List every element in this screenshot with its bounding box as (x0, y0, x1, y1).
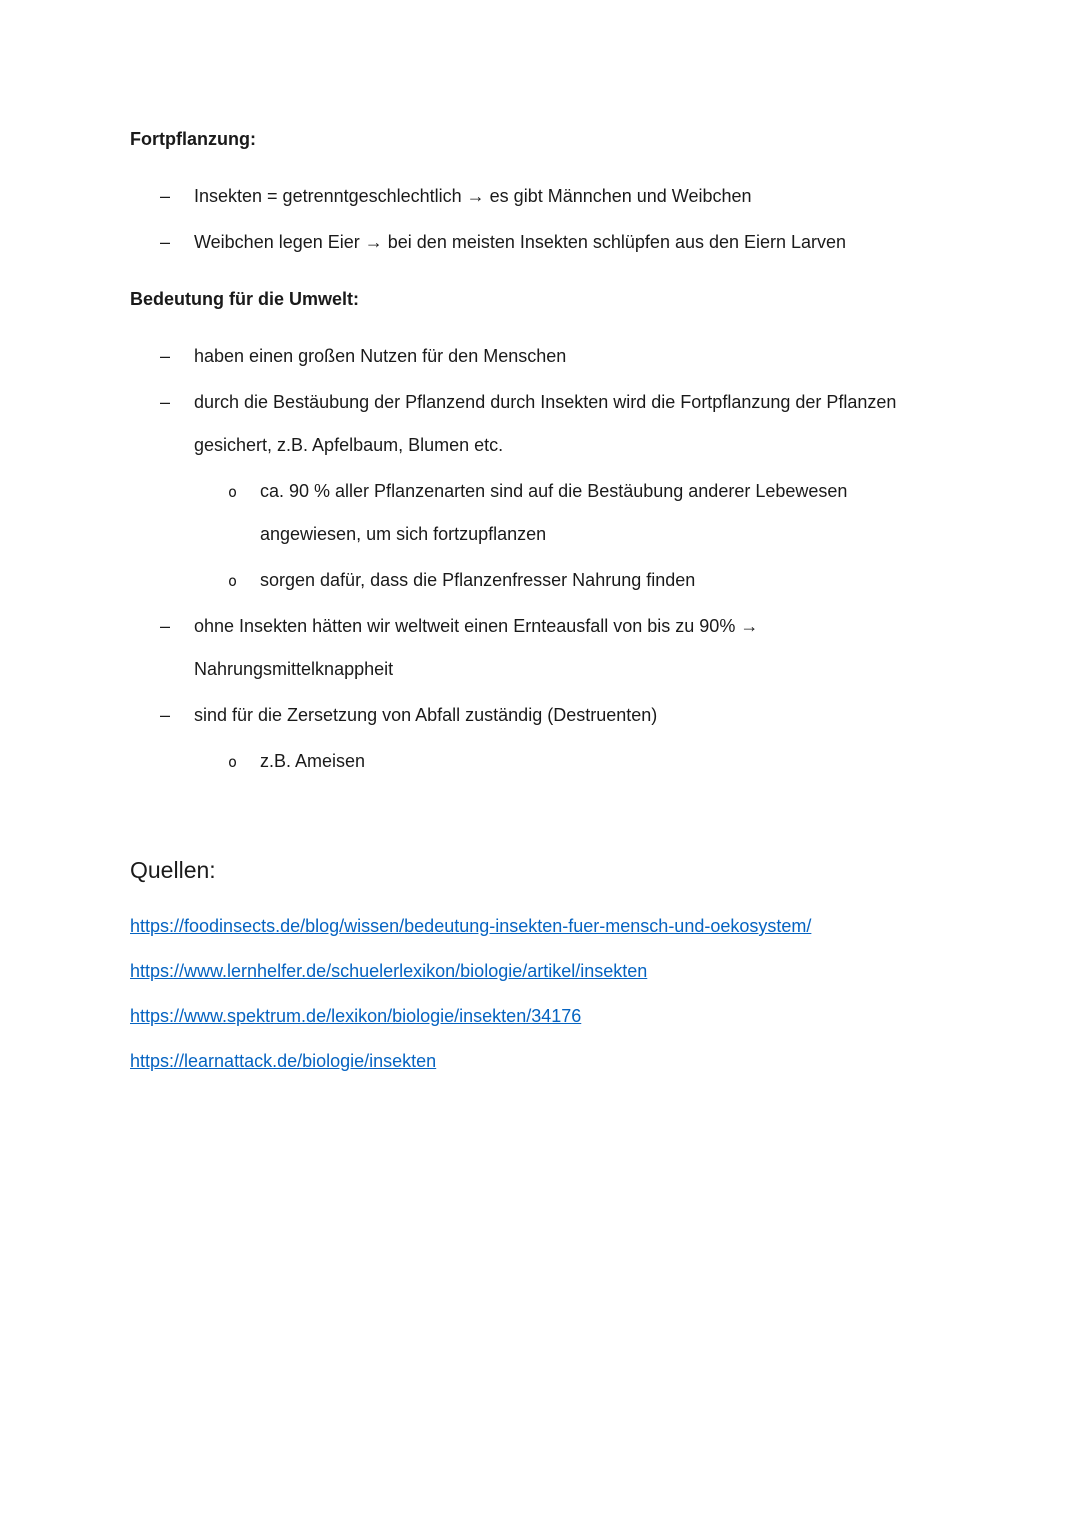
list-item (130, 335, 950, 378)
section-heading: Bedeutung für die Umwelt: (130, 289, 359, 309)
dash-bullet: – (160, 186, 171, 206)
circle-bullet: o (228, 753, 238, 771)
source-link[interactable]: https://foodinsects.de/blog/wissen/bedeutung-insekten-fuer-mensch-und-oekosystem/ (130, 916, 812, 936)
list-item (130, 740, 950, 783)
sources-heading: Quellen: (130, 857, 216, 883)
list-item-text: z.B. Ameisen (260, 751, 366, 771)
list-item (130, 694, 950, 737)
dash-bullet: – (160, 346, 171, 366)
list-item-text: Insekten = getrenntgeschlechtlich → es gibt Männchen und Weibchen (194, 186, 752, 206)
list-item-text: ohne Insekten hätten wir weltweit einen Ernteausfall von bis zu 90% → Nahrungsmittelknappheit (194, 616, 759, 679)
list-item (130, 605, 950, 691)
circle-bullet: o (228, 572, 238, 590)
document-body (130, 118, 950, 783)
source-link[interactable]: https://learnattack.de/biologie/insekten (130, 1051, 437, 1071)
list-item-text: durch die Bestäubung der Pflanzend durch Insekten wird die Fortpflanzung der Pflanzen gesichert, z.B. Apfelbaum, Blumen etc. (194, 392, 897, 455)
list-item-text: haben einen großen Nutzen für den Menschen (194, 346, 567, 366)
source-link[interactable]: https://www.lernhelfer.de/schuelerlexikon/biologie/artikel/insekten (130, 961, 648, 981)
dash-bullet: – (160, 705, 171, 725)
dash-bullet: – (160, 232, 171, 252)
list-item (130, 470, 950, 556)
list-item-text: ca. 90 % aller Pflanzenarten sind auf die Bestäubung anderer Lebewesen angewiesen, um sich fortzupflanzen (260, 481, 848, 544)
list-item (130, 175, 950, 218)
list-item (130, 559, 950, 602)
source-link[interactable]: https://www.spektrum.de/lexikon/biologie/insekten/34176 (130, 1006, 582, 1026)
section-heading: Fortpflanzung: (130, 129, 256, 149)
sources-list (130, 904, 950, 1084)
list-item (130, 221, 950, 264)
dash-bullet: – (160, 392, 171, 412)
list-item (130, 381, 950, 467)
list-item-text: sorgen dafür, dass die Pflanzenfresser Nahrung finden (260, 570, 696, 590)
dash-bullet: – (160, 616, 171, 636)
list-item-text: sind für die Zersetzung von Abfall zuständig (Destruenten) (194, 705, 658, 725)
circle-bullet: o (228, 483, 238, 501)
list-item-text: Weibchen legen Eier → bei den meisten Insekten schlüpfen aus den Eiern Larven (194, 232, 847, 252)
